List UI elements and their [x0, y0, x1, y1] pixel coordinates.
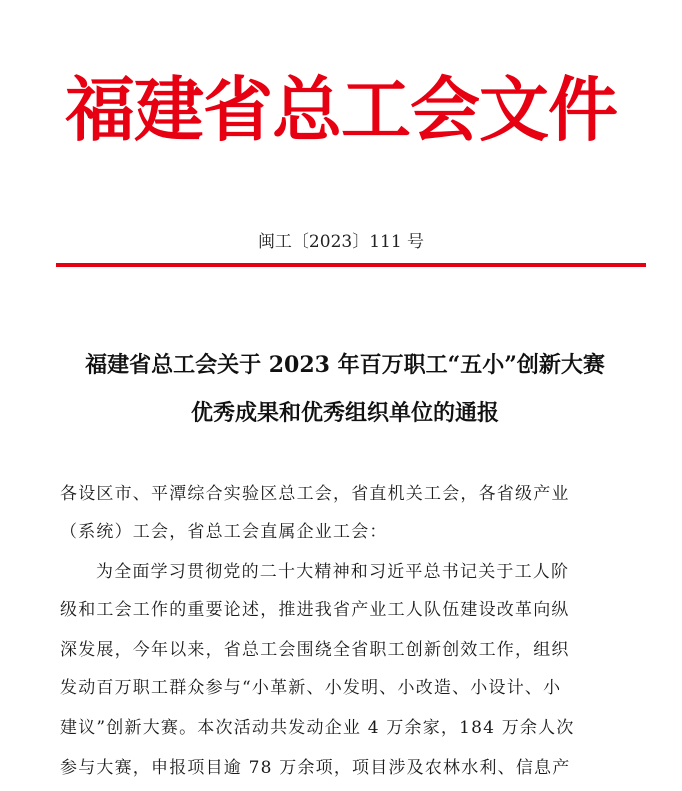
notice-title-line-2: 优秀成果和优秀组织单位的通报: [190, 400, 499, 426]
body-line-7: 建议”创新大赛。本次活动共发动企业 4 万余家，184 万余人次: [60, 718, 575, 738]
body-line-4: 级和工会工作的重要论述，推进我省产业工人队伍建设改革向纵: [60, 600, 570, 620]
body-line-5: 深发展，今年以来，省总工会围绕全省职工创新创效工作，组织: [60, 640, 570, 660]
body-line-8: 参与大赛，申报项目逾 78 万余项，项目涉及农林水利、信息产: [60, 758, 571, 778]
notice-title-line-1: 福建省总工会关于 2023 年百万职工“五小”创新大赛: [85, 352, 605, 378]
body-line-6: 发动百万职工群众参与“小革新、小发明、小改造、小设计、小: [60, 678, 562, 698]
document-number: 闽工〔2023〕111 号: [257, 232, 425, 252]
document-header-title: 福建省总工会文件: [65, 68, 617, 151]
body-line-1: 各设区市、平潭综合实验区总工会，省直机关工会，各省级产业: [60, 484, 570, 504]
body-line-3: 为全面学习贯彻党的二十大精神和习近平总书记关于工人阶: [96, 562, 570, 582]
body-line-2: （系统）工会，省总工会直属企业工会：: [60, 522, 388, 542]
header-divider: [56, 263, 646, 267]
